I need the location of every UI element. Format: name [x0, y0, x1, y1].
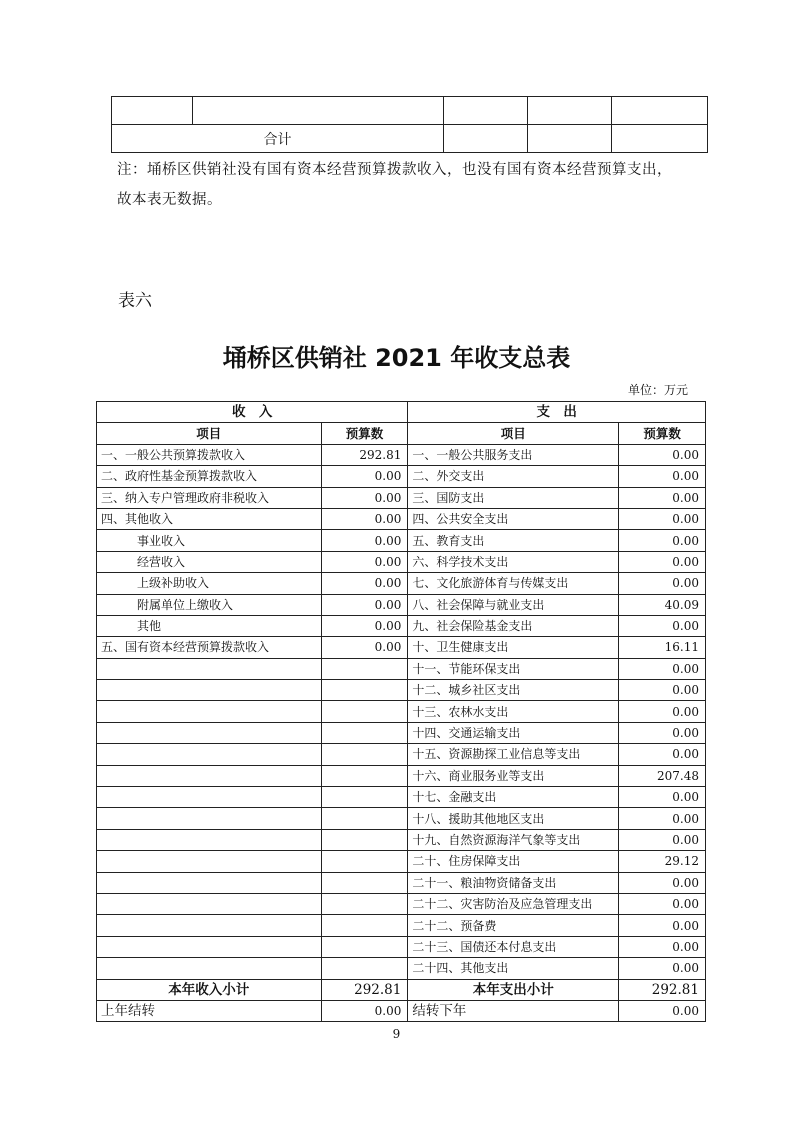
- income-amount-cell: 0.00: [321, 573, 408, 594]
- expense-item-cell: 七、文化旅游体育与传媒支出: [408, 573, 619, 594]
- income-item-cell: [97, 851, 322, 872]
- income-amount-cell: 0.00: [321, 530, 408, 551]
- table-row: [97, 573, 706, 594]
- table-cell: [444, 125, 528, 153]
- table-row: [97, 744, 706, 765]
- table-row: [97, 851, 706, 872]
- income-item-cell: 事业收入: [97, 530, 322, 551]
- expense-header: 支 出: [408, 402, 706, 423]
- carryover-row: [97, 1000, 706, 1021]
- prior-year-carryover-amount: 0.00: [321, 1000, 408, 1021]
- expense-item-cell: 十一、节能环保支出: [408, 658, 619, 679]
- income-item-cell: 上级补助收入: [97, 573, 322, 594]
- income-amount-cell: [321, 872, 408, 893]
- expense-amount-cell: 0.00: [619, 808, 706, 829]
- income-item-cell: [97, 808, 322, 829]
- expense-amount-cell: 0.00: [619, 680, 706, 701]
- income-amount-cell: 0.00: [321, 466, 408, 487]
- income-item-cell: [97, 936, 322, 957]
- income-item-cell: 附属单位上缴收入: [97, 594, 322, 615]
- section-label: 表六: [118, 291, 152, 311]
- subtotal-row: [97, 979, 706, 1000]
- expense-amount-cell: 0.00: [619, 958, 706, 979]
- income-item-cell: 四、其他收入: [97, 508, 322, 529]
- expense-item-cell: 六、科学技术支出: [408, 551, 619, 572]
- income-amount-cell: 0.00: [321, 487, 408, 508]
- income-item-cell: 三、纳入专户管理政府非税收入: [97, 487, 322, 508]
- expense-item-cell: 二十一、粮油物资储备支出: [408, 872, 619, 893]
- income-amount-cell: 292.81: [321, 444, 408, 465]
- expense-item-cell: 十三、农林水支出: [408, 701, 619, 722]
- expense-amount-cell: 16.11: [619, 637, 706, 658]
- income-item-cell: 经营收入: [97, 551, 322, 572]
- income-amount-cell: [321, 851, 408, 872]
- expense-amount-cell: 0.00: [619, 530, 706, 551]
- unit-label: 单位：万元: [628, 383, 689, 397]
- income-amount-column-header: 预算数: [321, 423, 408, 444]
- table-cell: [444, 97, 528, 125]
- expense-item-cell: 十六、商业服务业等支出: [408, 765, 619, 786]
- expense-item-cell: 二十三、国债还本付息支出: [408, 936, 619, 957]
- expense-amount-cell: 0.00: [619, 829, 706, 850]
- expense-amount-column-header: 预算数: [619, 423, 706, 444]
- expense-item-cell: 三、国防支出: [408, 487, 619, 508]
- table-row: [97, 658, 706, 679]
- expense-item-cell: 二十、住房保障支出: [408, 851, 619, 872]
- expense-amount-cell: 207.48: [619, 765, 706, 786]
- table-cell: [612, 97, 708, 125]
- income-item-cell: [97, 829, 322, 850]
- expense-amount-cell: 0.00: [619, 466, 706, 487]
- expense-amount-cell: 0.00: [619, 893, 706, 914]
- table-row: [97, 915, 706, 936]
- income-amount-cell: [321, 722, 408, 743]
- expense-item-cell: 二十四、其他支出: [408, 958, 619, 979]
- expense-amount-cell: 0.00: [619, 658, 706, 679]
- expense-item-cell: 二十二、灾害防治及应急管理支出: [408, 893, 619, 914]
- income-item-cell: 二、政府性基金预算拨款收入: [97, 466, 322, 487]
- expense-item-cell: 十、卫生健康支出: [408, 637, 619, 658]
- expense-item-cell: 二、外交支出: [408, 466, 619, 487]
- income-item-cell: [97, 893, 322, 914]
- expense-item-cell: 十五、资源勘探工业信息等支出: [408, 744, 619, 765]
- previous-table-fragment: [111, 96, 708, 153]
- table-row: [97, 787, 706, 808]
- expense-item-cell: 九、社会保险基金支出: [408, 615, 619, 636]
- expense-item-cell: 五、教育支出: [408, 530, 619, 551]
- income-amount-cell: [321, 936, 408, 957]
- expense-amount-cell: 40.09: [619, 594, 706, 615]
- expense-item-cell: 十四、交通运输支出: [408, 722, 619, 743]
- table-row: [97, 487, 706, 508]
- income-amount-cell: 0.00: [321, 637, 408, 658]
- income-amount-cell: 0.00: [321, 508, 408, 529]
- income-amount-cell: [321, 744, 408, 765]
- income-item-cell: 一、一般公共预算拨款收入: [97, 444, 322, 465]
- income-item-cell: [97, 701, 322, 722]
- expense-item-cell: 十九、自然资源海洋气象等支出: [408, 829, 619, 850]
- income-amount-cell: [321, 829, 408, 850]
- table-row: [97, 958, 706, 979]
- income-amount-cell: [321, 658, 408, 679]
- expense-amount-cell: 0.00: [619, 701, 706, 722]
- income-amount-cell: [321, 893, 408, 914]
- table-row: [97, 551, 706, 572]
- table-row: [97, 444, 706, 465]
- table-cell: [193, 97, 444, 125]
- expense-amount-cell: 0.00: [619, 872, 706, 893]
- income-subtotal-amount: 292.81: [321, 979, 408, 1000]
- table-row: [97, 615, 706, 636]
- table-row: [97, 637, 706, 658]
- income-item-cell: [97, 765, 322, 786]
- income-amount-cell: [321, 680, 408, 701]
- expense-amount-cell: 0.00: [619, 444, 706, 465]
- table-row: [97, 594, 706, 615]
- income-amount-cell: 0.00: [321, 615, 408, 636]
- income-header: 收 入: [97, 402, 408, 423]
- table-row: [97, 508, 706, 529]
- document-title: 埇桥区供销社 2021 年收支总表: [222, 344, 571, 372]
- note-line-2: 故本表无数据。: [117, 192, 222, 208]
- income-item-column-header: 项目: [97, 423, 322, 444]
- expense-amount-cell: 0.00: [619, 915, 706, 936]
- income-item-cell: 其他: [97, 615, 322, 636]
- budget-summary-table: [96, 401, 706, 1022]
- income-item-cell: [97, 658, 322, 679]
- income-item-cell: [97, 722, 322, 743]
- income-amount-cell: [321, 787, 408, 808]
- page-number: 9: [392, 1027, 401, 1041]
- expense-amount-cell: 0.00: [619, 487, 706, 508]
- expense-item-cell: 四、公共安全支出: [408, 508, 619, 529]
- income-item-cell: [97, 787, 322, 808]
- income-item-cell: [97, 744, 322, 765]
- expense-amount-cell: 0.00: [619, 573, 706, 594]
- expense-amount-cell: 0.00: [619, 744, 706, 765]
- expense-amount-cell: 29.12: [619, 851, 706, 872]
- expense-amount-cell: 0.00: [619, 936, 706, 957]
- table-row: [97, 808, 706, 829]
- income-item-cell: [97, 915, 322, 936]
- expense-item-column-header: 项目: [408, 423, 619, 444]
- table-row: [97, 936, 706, 957]
- table-cell: [528, 97, 612, 125]
- expense-amount-cell: 0.00: [619, 787, 706, 808]
- table-cell: [528, 125, 612, 153]
- expense-amount-cell: 0.00: [619, 722, 706, 743]
- expense-item-cell: 十八、援助其他地区支出: [408, 808, 619, 829]
- table-row: [97, 680, 706, 701]
- table-row: [97, 872, 706, 893]
- table-row: [97, 829, 706, 850]
- expense-item-cell: 十二、城乡社区支出: [408, 680, 619, 701]
- income-amount-cell: [321, 701, 408, 722]
- table-row: [97, 765, 706, 786]
- prior-year-carryover-label: 上年结转: [97, 1000, 322, 1021]
- next-year-carryover-amount: 0.00: [619, 1000, 706, 1021]
- note-line-1: 注：埇桥区供销社没有国有资本经营预算拨款收入，也没有国有资本经营预算支出，: [117, 162, 672, 178]
- income-item-cell: [97, 958, 322, 979]
- income-amount-cell: [321, 915, 408, 936]
- table-row: [97, 466, 706, 487]
- table-cell: [112, 97, 193, 125]
- income-item-cell: [97, 680, 322, 701]
- table-row: [97, 530, 706, 551]
- expense-subtotal-amount: 292.81: [619, 979, 706, 1000]
- table-row: [97, 893, 706, 914]
- income-item-cell: [97, 872, 322, 893]
- expense-item-cell: 二十二、预备费: [408, 915, 619, 936]
- income-amount-cell: 0.00: [321, 551, 408, 572]
- income-amount-cell: [321, 958, 408, 979]
- income-subtotal-label: 本年收入小计: [97, 979, 322, 1000]
- table-row: [97, 722, 706, 743]
- income-item-cell: 五、国有资本经营预算拨款收入: [97, 637, 322, 658]
- expense-amount-cell: 0.00: [619, 551, 706, 572]
- next-year-carryover-label: 结转下年: [408, 1000, 619, 1021]
- expense-subtotal-label: 本年支出小计: [408, 979, 619, 1000]
- expense-amount-cell: 0.00: [619, 508, 706, 529]
- total-label: 合计: [112, 125, 444, 153]
- expense-item-cell: 十七、金融支出: [408, 787, 619, 808]
- income-amount-cell: [321, 765, 408, 786]
- expense-amount-cell: 0.00: [619, 615, 706, 636]
- table-row: [97, 701, 706, 722]
- expense-item-cell: 一、一般公共服务支出: [408, 444, 619, 465]
- expense-item-cell: 八、社会保障与就业支出: [408, 594, 619, 615]
- income-amount-cell: 0.00: [321, 594, 408, 615]
- income-amount-cell: [321, 808, 408, 829]
- table-cell: [612, 125, 708, 153]
